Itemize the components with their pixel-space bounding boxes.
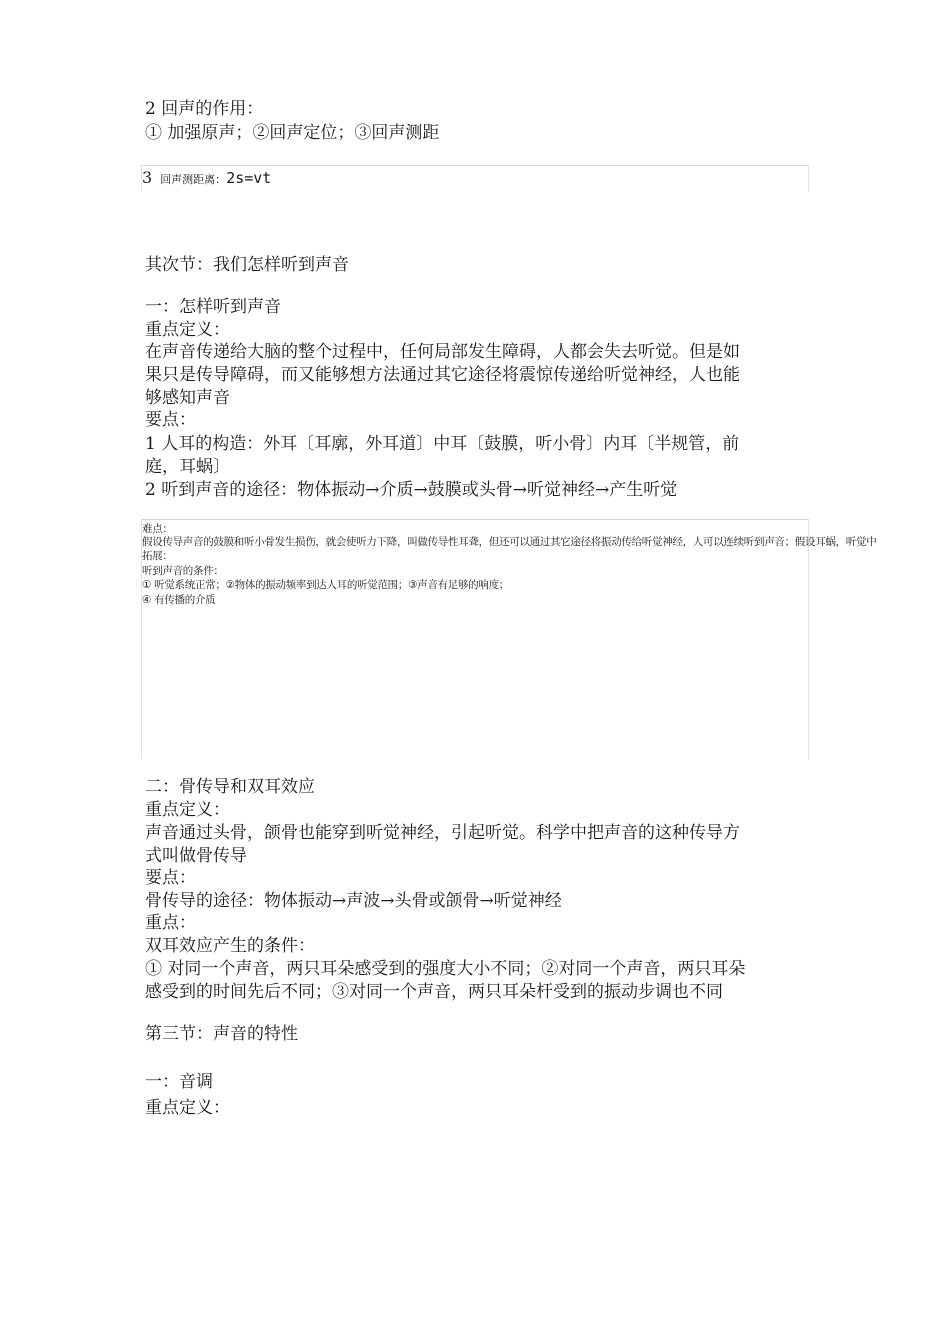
binaural-conditions-line-1: ① 对同一个声音，两只耳朵感受到的强度大小不同；②对同一个声音，两只耳朵 [145,959,746,979]
section4-heading-pitch: 一：音调 [145,1072,213,1092]
section3-focus-label: 重点： [145,913,196,933]
section2-keypoint-ear-structure: 1 人耳的构造：外耳〔耳廓，外耳道〕中耳〔鼓膜，听小骨〕内耳〔半规管，前 [145,434,740,454]
echo-uses-heading: 2 回声的作用： [145,99,264,119]
section3-keypoints-label: 要点： [145,868,196,888]
binaural-conditions-label: 双耳效应产生的条件： [145,936,315,956]
section2-heading-1: 一：怎样听到声音 [145,297,281,317]
hearing-conditions-label: 听到声音的条件： [142,565,224,577]
difficulty-label: 难点： [142,523,173,535]
section2-definition-line-2: 果只是传导障碍，而又能够想方法通过其它途径将震惊传递给听觉神经，人也能 [145,365,740,385]
hearing-conditions-2: ④ 有传播的介质 [142,594,216,606]
section2-title: 其次节：我们怎样听到声音 [145,255,349,275]
section2-definition-line-3: 够感知声音 [145,388,230,408]
extension-label: 拓展： [142,550,173,562]
difficulty-box [141,519,877,759]
echo-formula-label: 回声测距离： [160,173,227,186]
echo-formula-number: 3 [142,168,153,187]
section2-definition-label: 重点定义： [145,320,230,340]
echo-formula-line [142,168,271,190]
binaural-conditions-line-2: 感受到的时间先后不同；③对同一个声音，两只耳朵杆受到的振动步调也不同 [145,982,723,1002]
section3-definition-line-2: 式叫做骨传导 [145,846,247,866]
hearing-conditions-1: ① 听觉系统正常；②物体的振动频率到达人耳的听觉范围；③声音有足够的响度； [142,579,509,591]
section4-title: 第三节：声音的特性 [145,1024,298,1044]
echo-formula: 2s=vt [226,169,272,187]
echo-formula-box [141,165,809,191]
section2-definition-line-1: 在声音传递给大脑的整个过程中，任何局部发生障碍，人都会失去听觉。但是如 [145,342,740,362]
section2-keypoints-label: 要点： [145,410,196,430]
section4-definition-label: 重点定义： [145,1098,230,1118]
section2-keypoint-hearing-path: 2 听到声音的途径：物体振动→介质→鼓膜或头骨→听觉神经→产生听觉 [145,480,678,500]
section2-keypoint-ear-structure-cont: 庭，耳蜗〕 [145,457,230,477]
difficulty-text: 假设传导声音的鼓膜和听小骨发生损伤，就会使听力下降，叫做传导性耳聋，但还可以通过其它途径将振动传给听觉神经，人可以连续听到声音；假设耳蜗，听觉中 [142,536,877,548]
section3-definition-line-1: 声音通过头骨，颌骨也能穿到听觉神经，引起听觉。科学中把声音的这种传导方 [145,823,740,843]
section3-bone-conduction-path: 骨传导的途径：物体振动→声波→头骨或颌骨→听觉神经 [145,891,562,911]
echo-uses-list: ① 加强原声；②回声定位；③回声测距 [145,123,440,143]
section3-heading: 二：骨传导和双耳效应 [145,777,315,797]
section3-definition-label: 重点定义： [145,800,230,820]
